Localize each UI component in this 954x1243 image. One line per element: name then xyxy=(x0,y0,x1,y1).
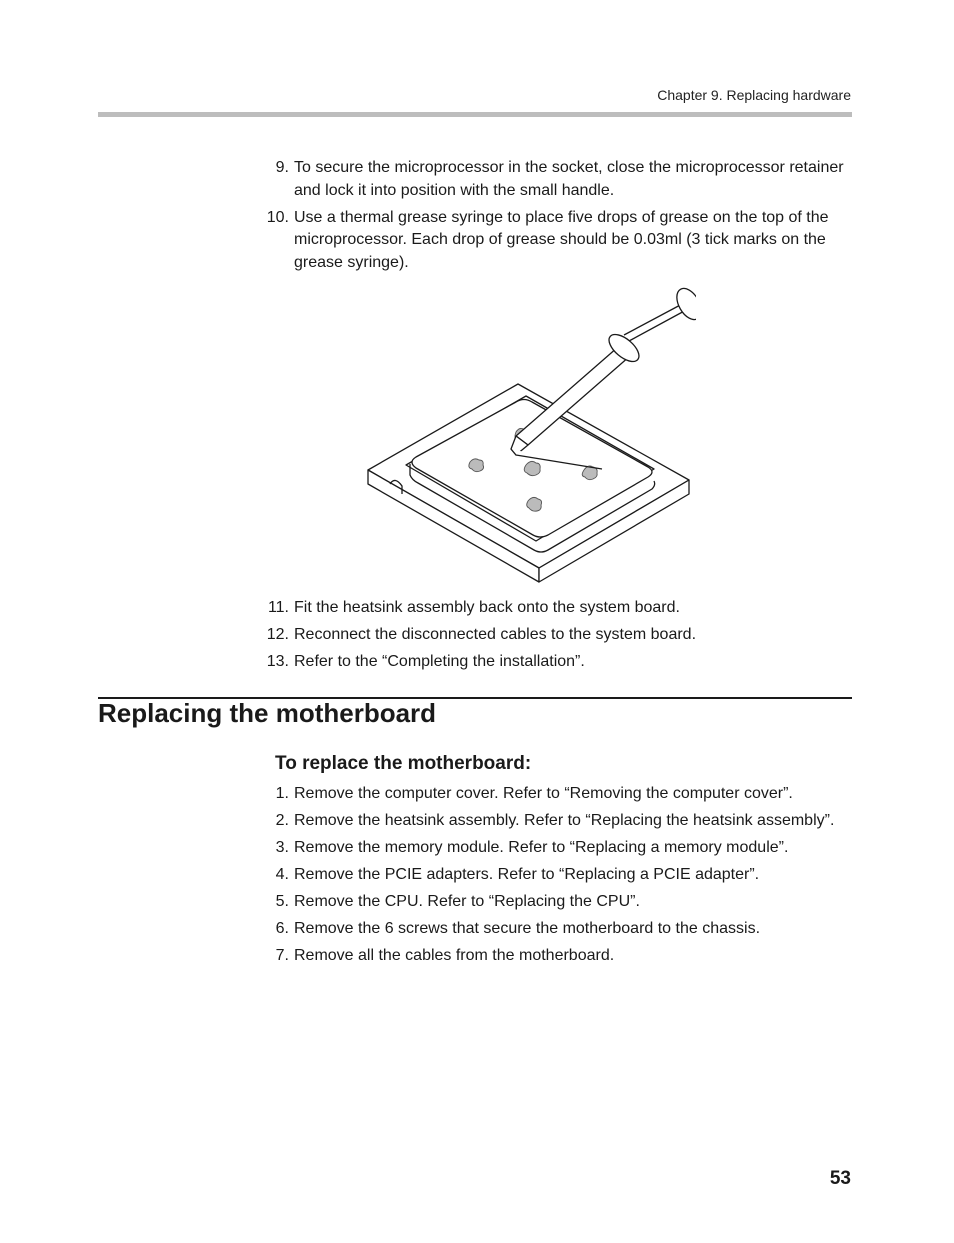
step-text: Remove the CPU. Refer to “Replacing the CPU”. xyxy=(294,893,640,910)
syringe-plunger-head xyxy=(672,285,696,324)
list-item xyxy=(262,597,854,620)
header-rule xyxy=(98,112,852,117)
step-text: Remove the PCIE adapters. Refer to “Replacing a PCIE adapter”. xyxy=(294,866,760,883)
list-item xyxy=(262,624,854,647)
steps-list-after-figure xyxy=(262,597,854,678)
step-number: 11. xyxy=(267,599,289,616)
step-text: Remove the memory module. Refer to “Replacing a memory module”. xyxy=(294,839,789,856)
step-number: 7. xyxy=(275,947,289,964)
step-number: 2. xyxy=(275,812,289,829)
list-item xyxy=(262,918,854,941)
thermal-grease-illustration xyxy=(366,285,696,587)
list-item xyxy=(262,945,854,968)
list-item xyxy=(262,651,854,674)
step-number: 13. xyxy=(266,653,289,670)
list-item xyxy=(262,891,854,914)
step-number: 12. xyxy=(266,626,289,643)
page-number: 53 xyxy=(829,1168,851,1189)
step-text: Remove the 6 screws that secure the motherboard to the chassis. xyxy=(294,920,761,937)
step-text: To secure the microprocessor in the socket, close the microprocessor retainer and lock it into position with the small handle. xyxy=(294,159,844,199)
step-text: Refer to the “Completing the installation”. xyxy=(294,653,585,670)
step-text: Fit the heatsink assembly back onto the system board. xyxy=(294,599,680,616)
list-item xyxy=(262,864,854,887)
step-text: Use a thermal grease syringe to place five drops of grease on the top of the microprocessor. Each drop of grease should be 0.03ml (3 tick marks on the grease syringe). xyxy=(294,208,829,271)
step-number: 9. xyxy=(275,159,289,176)
list-item xyxy=(262,810,854,833)
step-number: 5. xyxy=(275,893,289,910)
syringe-plunger-rod xyxy=(624,303,684,335)
step-number: 6. xyxy=(275,920,289,937)
step-number: 10. xyxy=(266,208,289,226)
step-number: 3. xyxy=(275,839,289,856)
step-text: Remove the computer cover. Refer to “Removing the computer cover”. xyxy=(294,785,793,802)
step-number: 1. xyxy=(275,785,289,802)
list-item xyxy=(262,783,854,806)
step-text: Remove the heatsink assembly. Refer to “Replacing the heatsink assembly”. xyxy=(294,812,835,829)
list-item xyxy=(262,837,854,860)
procedure-title: To replace the motherboard: xyxy=(275,753,532,774)
step-number: 4. xyxy=(275,866,289,883)
list-item xyxy=(262,207,854,275)
list-item xyxy=(262,157,854,202)
syringe-plunger-rod xyxy=(629,309,688,341)
step-text: Remove all the cables from the motherboard. xyxy=(294,947,615,964)
steps-list-top xyxy=(262,157,854,279)
running-header: Chapter 9. Replacing hardware xyxy=(657,87,851,103)
section-title: Replacing the motherboard xyxy=(98,698,437,728)
steps-list-motherboard xyxy=(262,783,854,972)
step-text: Reconnect the disconnected cables to the system board. xyxy=(294,626,697,643)
